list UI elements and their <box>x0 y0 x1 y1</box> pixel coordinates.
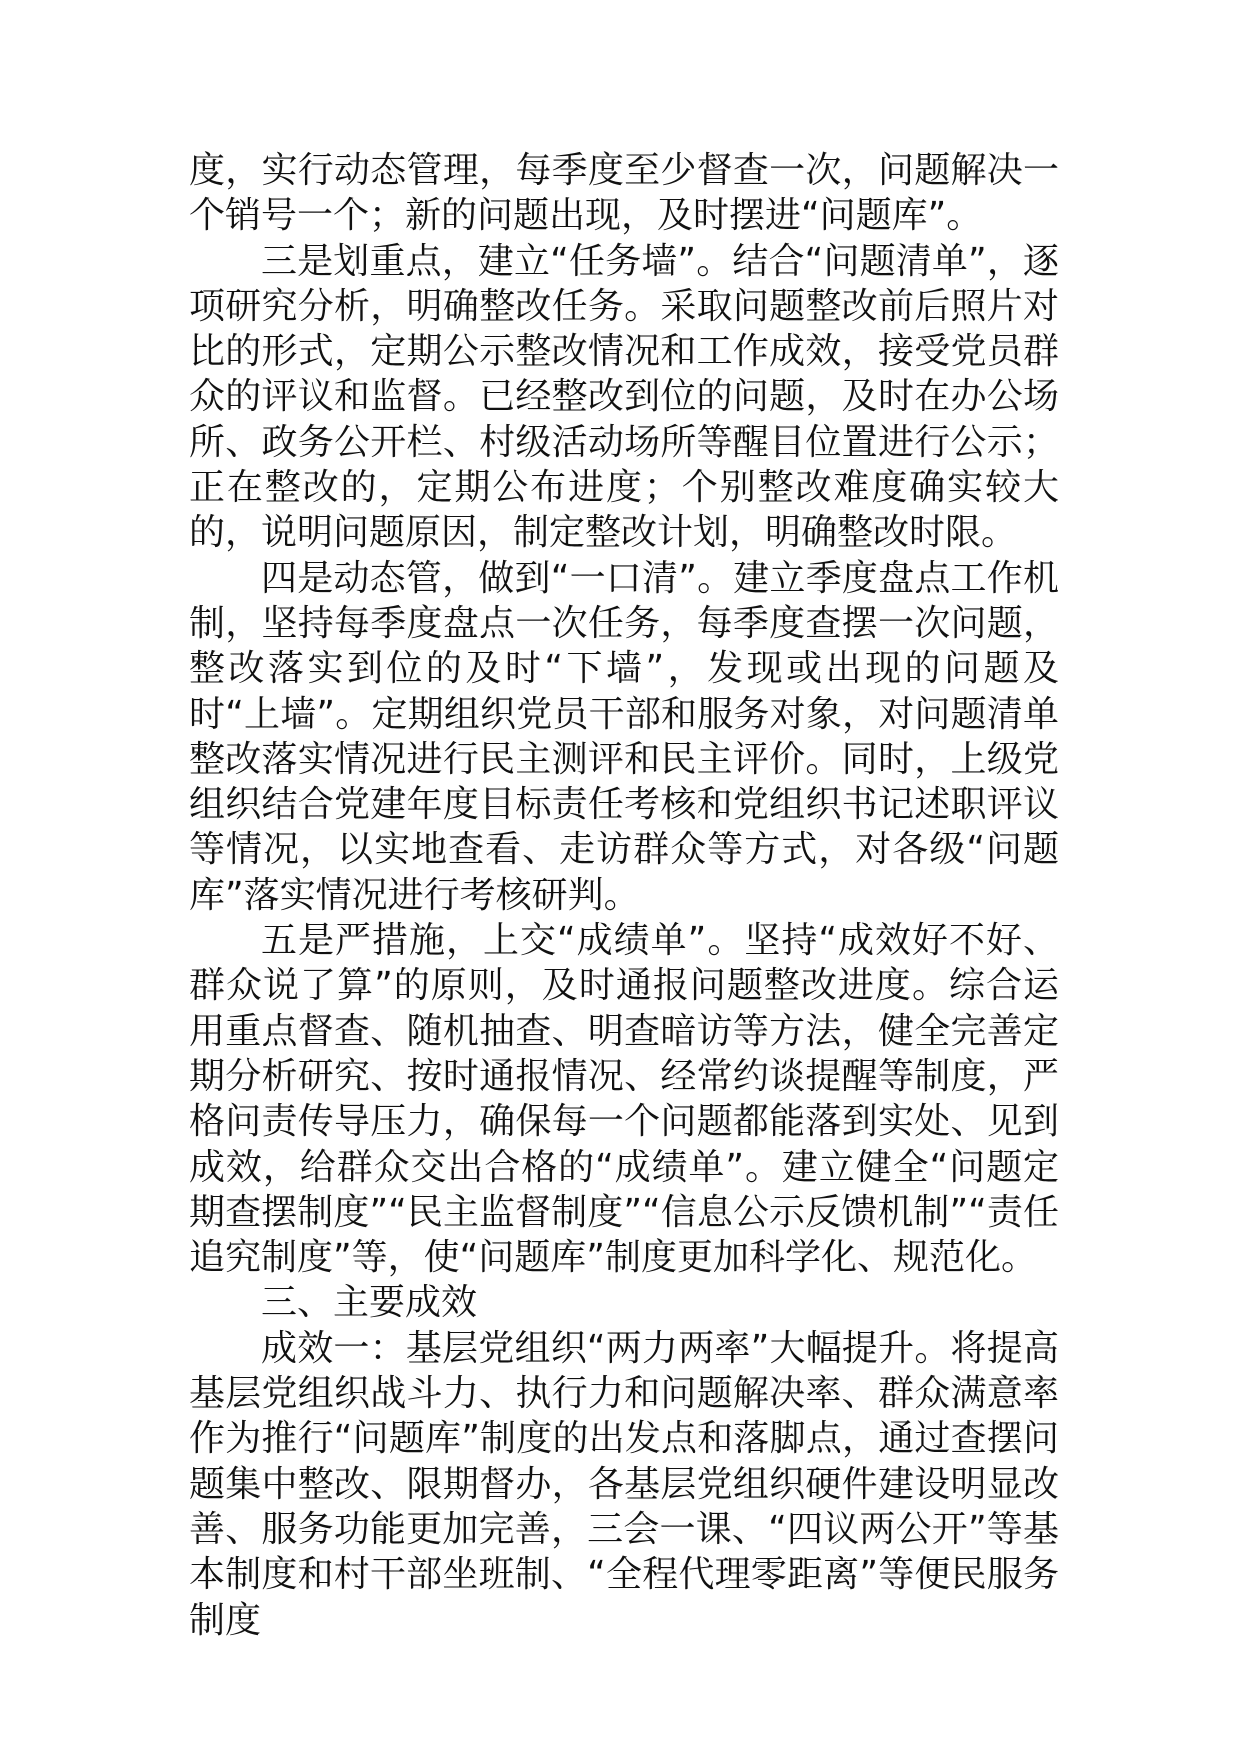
paragraph-strict-measures: 五是严措施，上交“成绩单”。坚持“成效好不好、群众说了算”的原则，及时通报问题整改进度。综合运用重点督查、随机抽查、明查暗访等方法，健全完善定期分析研究、按时通报情况、经常约谈提醒等制度，严格问责传导压力，确保每一个问题都能落到实处、见到成效，给群众交出合格的“成绩单”。建立健全“问题定期查摆制度”“民主监督制度”“信息公示反馈机制”“责任追究制度”等，使“问题库”制度更加科学化、规范化。 <box>189 920 1059 1279</box>
paragraph-task-wall: 三是划重点，建立“任务墙”。结合“问题清单”，逐项研究分析，明确整改任务。采取问题整改前后照片对比的形式，定期公示整改情况和工作成效，接受党员群众的评议和监督。已经整改到位的问题，及时在办公场所、政务公开栏、村级活动场所等醒目位置进行公示；正在整改的，定期公布进度；个别整改难度确实较大的，说明问题原因，制定整改计划，明确整改时限。 <box>189 240 1059 554</box>
paragraph-result-one: 成效一：基层党组织“两力两率”大幅提升。将提高基层党组织战斗力、执行力和问题解决率、群众满意率作为推行“问题库”制度的出发点和落脚点，通过查摆问题集中整改、限期督办，各基层党组织硬件建设明显改善、服务功能更加完善，三会一课、“四议两公开”等基本制度和村干部坐班制、“全程代理零距离”等便民服务制度 <box>189 1327 1059 1641</box>
document-page <box>189 148 1059 1643</box>
paragraph-dynamic-management: 四是动态管，做到“一口清”。建立季度盘点工作机制，坚持每季度盘点一次任务，每季度查摆一次问题，整改落实到位的及时“下墙”，发现或出现的问题及时“上墙”。定期组织党员干部和服务对象，对问题清单整改落实情况进行民主测评和民主评价。同时，上级党组织结合党建年度目标责任考核和党组织书记述职评议等情况，以实地查看、走访群众等方式，对各级“问题库”落实情况进行考核研判。 <box>189 557 1059 916</box>
section-heading-main-results: 三、主要成效 <box>261 1282 478 1324</box>
paragraph-1: 度，实行动态管理，每季度至少督查一次，问题解决一个销号一个；新的问题出现，及时摆进“问题库”。 <box>189 150 1059 237</box>
